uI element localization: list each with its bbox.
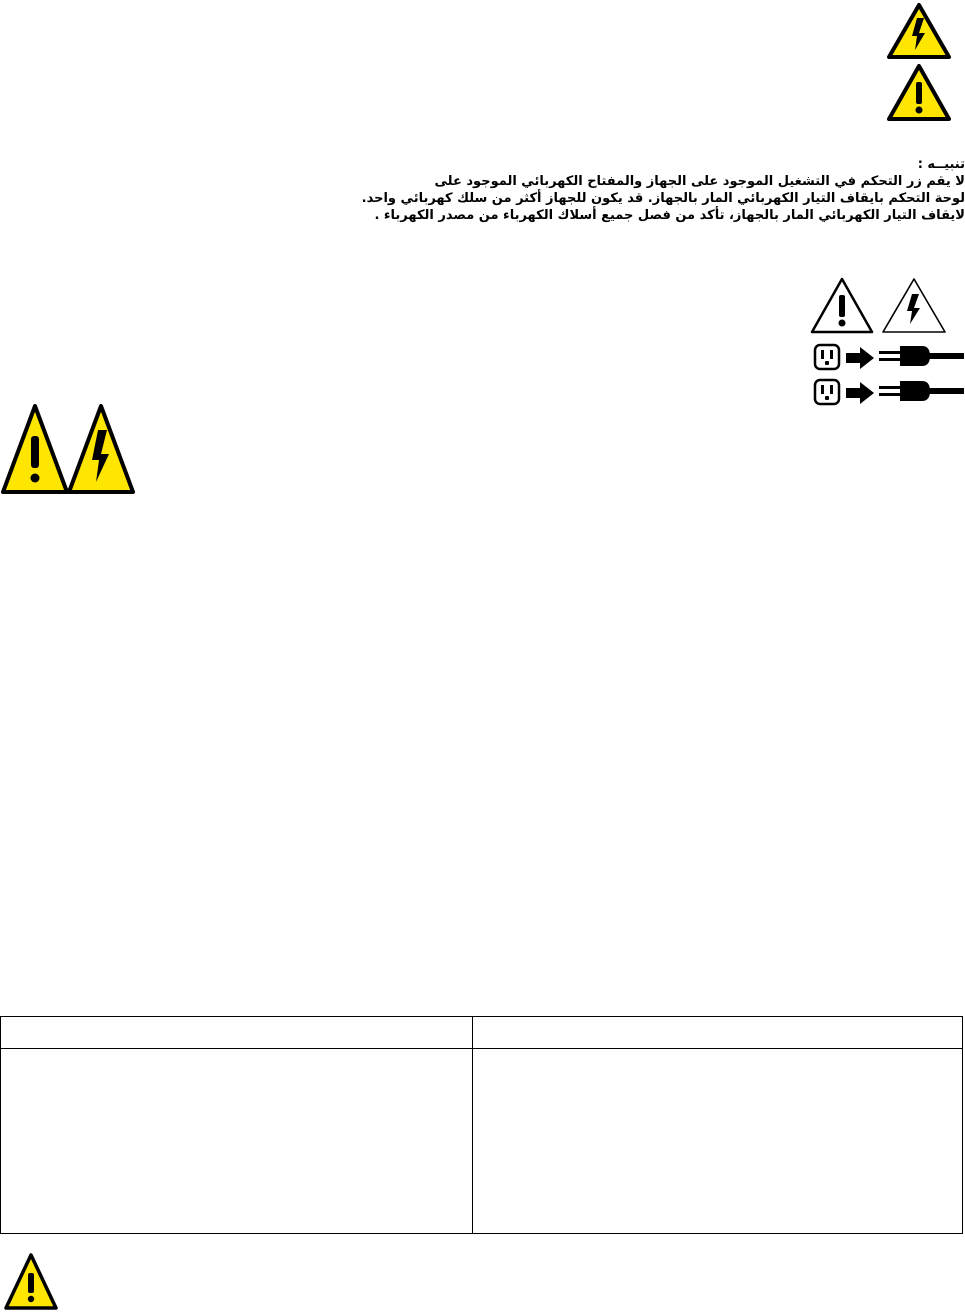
caution-notice [305,156,965,224]
info-table [0,1016,963,1234]
caution-outline-icon [809,276,875,336]
power-plug-cord-icon [878,378,964,404]
power-plug-cord-icon [878,343,964,369]
electrical-hazard-icon [66,402,136,496]
general-caution-icon [0,402,70,496]
notice-line: لوحة التحكم بايقاف التيار الكهربائي المار بالجهاز. قد يكون للجهاز أكثر من سلك كهربائي واحد. [361,191,965,206]
general-caution-icon [886,63,952,123]
notice-line: لايقاف التيار الكهربائي المار بالجهاز، تأكد من فصل جميع أسلاك الكهرباء من مصدر الكهرباء . [374,208,965,223]
table-divider [1,1048,962,1049]
arrow-right-icon [845,382,875,404]
arrow-right-icon [845,347,875,369]
power-outlet-icon [813,343,841,371]
general-caution-icon [3,1252,59,1312]
electrical-hazard-icon [886,2,952,60]
notice-line: لا يقم زر التحكم في التشغيل الموجود على الجهاز والمفتاح الكهربائي الموجود على [434,174,965,189]
table-divider [472,1017,473,1233]
power-outlet-icon [813,378,841,406]
notice-heading: تنبيــه : [917,157,965,172]
electrical-hazard-outline-icon [880,276,948,336]
